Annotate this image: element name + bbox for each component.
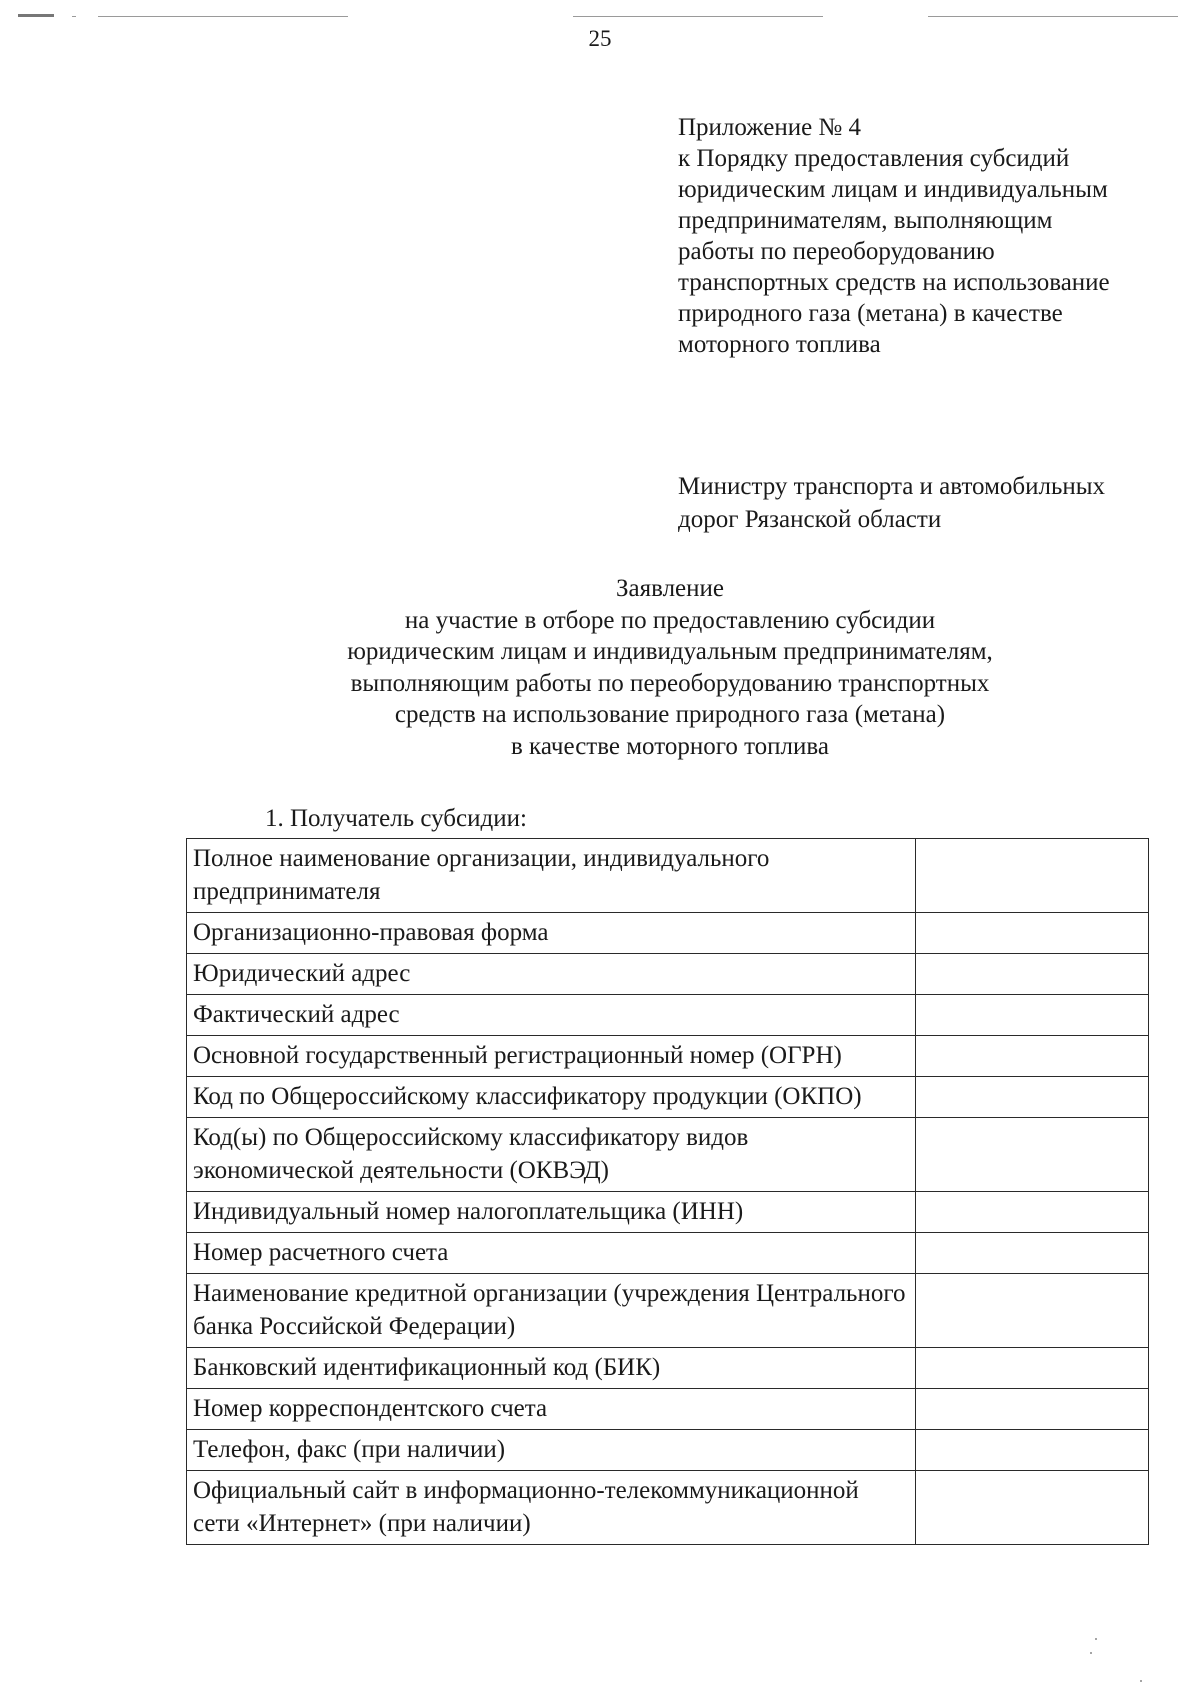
appendix-header [678, 112, 1178, 360]
row-value [915, 1118, 1148, 1192]
row-value [915, 1077, 1148, 1118]
scan-artifact-top [18, 14, 1178, 20]
table-row [187, 1430, 1149, 1471]
scan-speck [1140, 1680, 1142, 1682]
row-value [915, 1036, 1148, 1077]
statement-title [160, 573, 1180, 762]
table-row [187, 913, 1149, 954]
page-number: 25 [588, 26, 612, 51]
statement-title-line: средств на использование природного газа (метана) [394, 701, 946, 728]
row-value [915, 913, 1148, 954]
appendix-line: юридическим лицам и индивидуальным [678, 176, 1108, 203]
row-value [915, 1389, 1148, 1430]
row-label: Номер расчетного счета [187, 1233, 916, 1274]
table-row [187, 1233, 1149, 1274]
statement-title-line: Заявление [615, 575, 725, 602]
row-label: Код по Общероссийскому классификатору продукции (ОКПО) [187, 1077, 916, 1118]
table-row [187, 1274, 1149, 1348]
appendix-line: к Порядку предоставления субсидий [678, 145, 1070, 172]
addressee-line: Министру транспорта и автомобильных [678, 473, 1106, 500]
row-label: Основной государственный регистрационный номер (ОГРН) [187, 1036, 916, 1077]
row-value [915, 1348, 1148, 1389]
row-label: Фактический адрес [187, 995, 916, 1036]
table-row [187, 1471, 1149, 1545]
table-row [187, 995, 1149, 1036]
addressee-block [678, 470, 1178, 536]
appendix-line: транспортных средств на использование [678, 269, 1110, 296]
row-label: Номер корреспондентского счета [187, 1389, 916, 1430]
statement-title-line: в качестве моторного топлива [511, 732, 829, 760]
row-label: Организационно-правовая форма [187, 913, 916, 954]
appendix-line: предпринимателям, выполняющим [678, 207, 1053, 234]
row-value [915, 839, 1148, 913]
table-row [187, 1192, 1149, 1233]
row-label: Код(ы) по Общероссийскому классификатору видов экономической деятельности (ОКВЭД) [187, 1118, 916, 1192]
table-row [187, 839, 1149, 913]
row-value [915, 1471, 1148, 1545]
row-label: Юридический адрес [187, 954, 916, 995]
table-row [187, 1348, 1149, 1389]
appendix-line: работы по переоборудованию [678, 238, 995, 265]
appendix-line: моторного топлива [678, 331, 881, 358]
row-value [915, 1192, 1148, 1233]
appendix-line: природного газа (метана) в качестве [678, 300, 1063, 327]
statement-title-line: выполняющим работы по переоборудованию транспортных [350, 669, 990, 697]
row-value [915, 1233, 1148, 1274]
statement-title-line: юридическим лицам и индивидуальным предпринимателям, [347, 638, 993, 665]
row-label: Полное наименование организации, индивидуального предпринимателя [187, 839, 916, 913]
scan-speck [1090, 1652, 1092, 1654]
appendix-line: Приложение № 4 [678, 114, 862, 141]
addressee-line: дорог Рязанской области [678, 506, 942, 533]
row-label: Банковский идентификационный код (БИК) [187, 1348, 916, 1389]
recipient-table [186, 838, 1149, 1545]
row-label: Телефон, факс (при наличии) [187, 1430, 916, 1471]
statement-title-line: на участие в отборе по предоставлению субсидии [404, 606, 936, 634]
table-row [187, 1036, 1149, 1077]
row-value [915, 954, 1148, 995]
row-value [915, 1430, 1148, 1471]
row-value [915, 1274, 1148, 1348]
row-label: Индивидуальный номер налогоплательщика (ИНН) [187, 1192, 916, 1233]
table-row [187, 954, 1149, 995]
table-row [187, 1118, 1149, 1192]
table-row [187, 1077, 1149, 1118]
row-value [915, 995, 1148, 1036]
row-label: Официальный сайт в информационно-телекоммуникационной сети «Интернет» (при наличии) [187, 1471, 916, 1545]
table-row [187, 1389, 1149, 1430]
section-heading: 1. Получатель субсидии: [265, 805, 527, 832]
row-label: Наименование кредитной организации (учреждения Центрального банка Российской Федерации) [187, 1274, 916, 1348]
scan-speck [1095, 1638, 1097, 1640]
